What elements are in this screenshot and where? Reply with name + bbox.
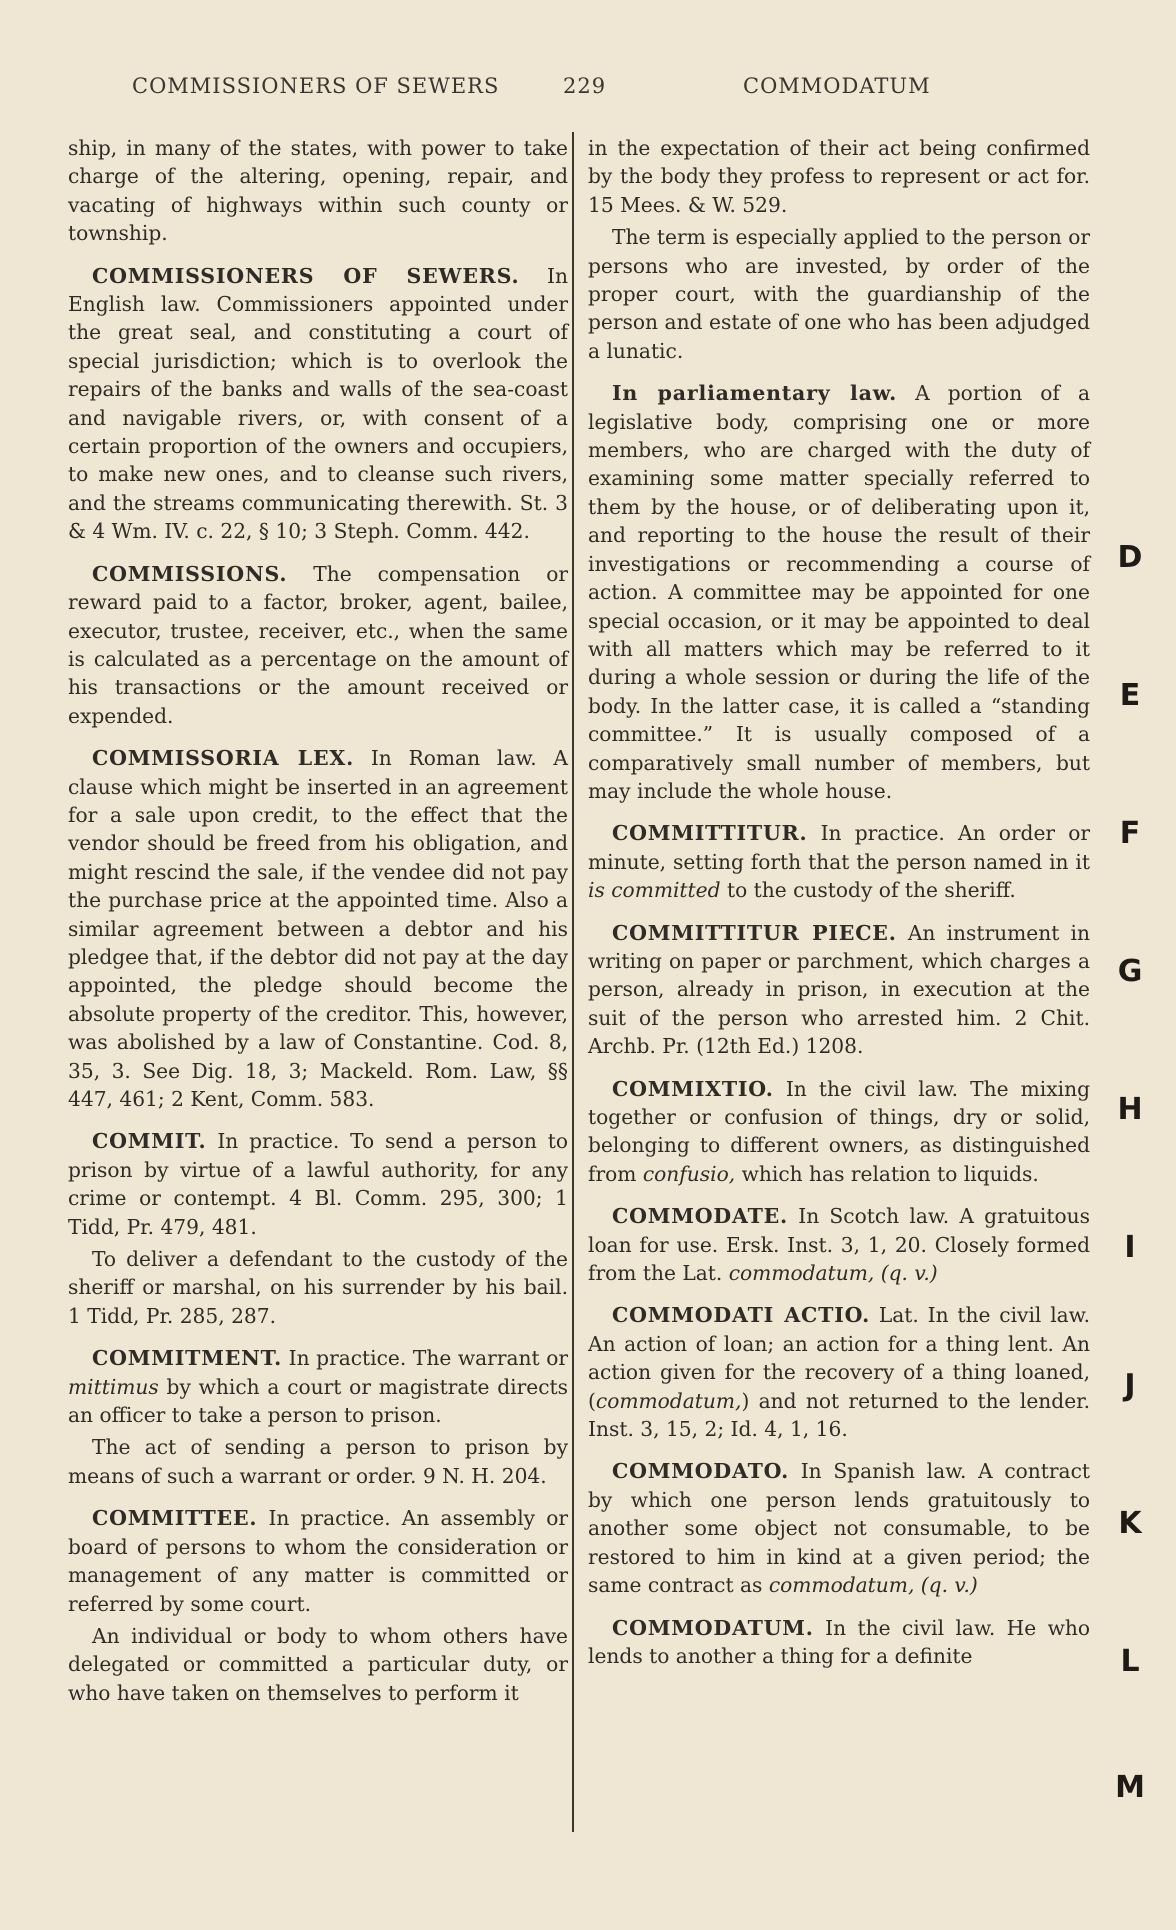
continued-text: in the expectation of their act being confirmed by the body they profess to represent or act for. 15 Mees. & W. 529. xyxy=(588,136,1090,217)
entry-body: A portion of a legislative body, comprising one or more members, who are charged with the duty of examining some matter specially referred to them by the house, or of deliberating upon it, and reporting to the house the result of their investigations or recommending a course of action. A committee may be appointed for one special occasion, or it may be appointed to deal with all matters which may be referred to it during a whole session or during the life of the body. In the latter case, it is called a “standing committee.” It is usually composed of a comparatively small number of members, but may include the whole house. xyxy=(588,381,1090,803)
entry-body: An instrument in writing on paper or parchment, which charges a person, already in prison, in execution at the suit of the person who arrested him. 2 Chit. Archb. Pr. (12th Ed.) 1208. xyxy=(588,920,1090,1059)
entry-body: The compensation or reward paid to a factor, broker, agent, bailee, executor, trustee, receiver, etc., when the same is calculated as a percentage on the amount of his transactions or the amount received or expended. xyxy=(68,561,568,728)
left-column xyxy=(68,134,568,1721)
entry-commodatum xyxy=(588,1614,1090,1671)
thumb-index-letter[interactable]: G xyxy=(1117,954,1143,989)
entry-body: In the civil law. The mixing together or confusion of things, dry or solid, belonging to different owners, as distinguished from xyxy=(588,1076,1090,1186)
cross-reference: (q. v.) xyxy=(920,1573,978,1598)
thumb-index-letter[interactable]: J xyxy=(1124,1368,1136,1403)
entry-commissoria-lex xyxy=(68,744,568,1113)
headword: COMMIT. xyxy=(92,1129,207,1154)
headword: COMMITMENT. xyxy=(92,1346,283,1371)
entry-commit xyxy=(68,1127,568,1241)
entry-commissions xyxy=(68,560,568,730)
entry-body: In practice. An order or minute, setting forth that the person named in it xyxy=(588,821,1090,874)
entry-body: ) and not returned to the lender. Inst. 3, 15, 2; Id. 4, 1, 16. xyxy=(588,1388,1090,1442)
entry-body: which has relation to liquids. xyxy=(741,1161,1039,1186)
headword: COMMITTITUR PIECE. xyxy=(612,920,897,945)
thumb-index-letter[interactable]: K xyxy=(1118,1506,1142,1541)
cross-reference: (q. v.) xyxy=(880,1261,938,1286)
headword: COMMODATE. xyxy=(612,1204,788,1229)
thumb-index-letter[interactable]: M xyxy=(1115,1770,1145,1805)
entry-committee xyxy=(68,1504,568,1618)
entry-body: In Spanish law. A contract by which one person lends gratuitously to another some object not consumable, to be restored to him in kind at a given period; the same contract as xyxy=(588,1459,1090,1598)
entry-commodati-actio xyxy=(588,1301,1090,1443)
entry-commitment xyxy=(68,1344,568,1429)
entry-body: In Roman law. A clause which might be inserted in an agreement for a sale upon credit, to the effect that the vendor should be freed from his obligation, and might rescind the sale, if the vendee did not pay the purchase price at the appointed time. Also a similar agreement between a debtor and his pledgee that, if the debtor did not pay at the day appointed, the pledge should become the absolute property of the creditor. This, however, was abolished by a law of Constantine. Cod. 8, 35, 3. See Dig. 18, 3; Mackeld. Rom. Law, §§ 447, 461; 2 Kent, Comm. 583. xyxy=(68,746,568,1111)
entry-body: In practice. An assembly or board of persons to whom the consideration or management of any matter is committed or referred by some court. xyxy=(68,1506,568,1616)
italic-term: commodatum, xyxy=(768,1573,915,1598)
column-divider xyxy=(572,132,574,1832)
thumb-index-letter[interactable]: H xyxy=(1117,1092,1143,1127)
entry-commitment-subsense: The act of sending a person to prison by means of such a warrant or order. 9 N. H. 204. xyxy=(68,1435,568,1488)
thumb-index-letter[interactable]: I xyxy=(1124,1230,1136,1265)
headword: COMMODATI ACTIO. xyxy=(612,1303,871,1328)
headword: COMMITTITUR. xyxy=(612,821,808,846)
entry-body: to the custody of the sheriff. xyxy=(726,878,1016,903)
entry-body: In Scotch law. A gratuitous loan for use. Ersk. Inst. 3, 1, 20. Closely formed from the Lat. xyxy=(588,1204,1090,1286)
entry-commissioners-of-sewers xyxy=(68,262,568,546)
entry-body: In practice. To send a person to prison by virtue of a lawful authority, for any crime or contempt. 4 Bl. Comm. 295, 300; 1 Tidd, Pr. 479, 481. xyxy=(68,1129,568,1239)
italic-term: mittimus xyxy=(68,1374,159,1399)
thumb-index-letter[interactable]: D xyxy=(1117,540,1143,575)
entry-body: by which a court or magistrate directs an officer to take a person to prison. xyxy=(68,1374,568,1428)
entry-committitur-piece xyxy=(588,919,1090,1061)
italic-term: commodatum, xyxy=(728,1261,875,1286)
continued-text: ship, in many of the states, with power to take charge of the altering, opening, repair, and vacating of highways within such county or township. xyxy=(68,136,568,246)
entry-body: Lat. In the civil law. An action of loan; an action for a thing lent. An action given for the recovery of a thing loaned, ( xyxy=(588,1303,1090,1413)
headword: COMMODATO. xyxy=(612,1459,790,1484)
headword: COMMODATUM. xyxy=(612,1615,814,1640)
entry-commixtio xyxy=(588,1075,1090,1189)
italic-term: confusio, xyxy=(642,1161,736,1186)
header-left-guide-word: COMMISSIONERS OF SEWERS xyxy=(132,74,500,98)
entry-committitur xyxy=(588,819,1090,904)
headword: COMMISSORIA LEX. xyxy=(92,746,355,771)
entry-body: In the civil law. He who lends to another a thing for a definite xyxy=(588,1615,1091,1668)
thumb-index-letter[interactable]: L xyxy=(1120,1644,1140,1679)
entry-commodato xyxy=(588,1457,1090,1599)
committee-parliamentary-sense xyxy=(588,379,1090,805)
entry-body: In English law. Commissioners appointed under the great seal, and constituting a court of special jurisdiction; which is to overlook the repairs of the banks and walls of the sea-coast and navigable rivers, or, with consent of a certain proportion of the owners and occupiers, to make new ones, and to cleanse such rivers, and the streams communicating therewith. St. 3 & 4 Wm. IV. c. 22, § 10; 3 Steph. Comm. 442. xyxy=(68,263,568,544)
headword: COMMISSIONS. xyxy=(92,561,288,586)
running-header xyxy=(0,74,1176,114)
committee-subsense: The term is especially applied to the person or persons who are invested, by order of the proper court, with the guardianship of the person and estate of one who has been adjudged a lunatic. xyxy=(588,225,1090,363)
headword: COMMIXTIO. xyxy=(612,1076,774,1101)
entry-body: In practice. The warrant or xyxy=(288,1346,568,1371)
header-right-guide-word: COMMODATUM xyxy=(743,74,931,98)
sense-label: In parliamentary law. xyxy=(612,381,898,406)
headword: COMMISSIONERS OF SEWERS. xyxy=(92,263,520,288)
page-number: 229 xyxy=(563,74,607,98)
thumb-index-letter[interactable]: E xyxy=(1119,678,1141,713)
headword: COMMITTEE. xyxy=(92,1506,258,1531)
right-column xyxy=(588,134,1090,1684)
italic-term: is committed xyxy=(588,878,721,903)
entry-commit-subsense: To deliver a defendant to the custody of the sheriff or marshal, on his surrender by his bail. 1 Tidd, Pr. 285, 287. xyxy=(68,1247,568,1328)
thumb-index xyxy=(1100,540,1160,1820)
entry-commodate xyxy=(588,1202,1090,1287)
thumb-index-letter[interactable]: F xyxy=(1119,816,1141,851)
italic-term: commodatum, xyxy=(595,1388,742,1413)
entry-committee-subsense: An individual or body to whom others have delegated or committed a particular duty, or who have taken on themselves to perform it xyxy=(68,1623,568,1705)
